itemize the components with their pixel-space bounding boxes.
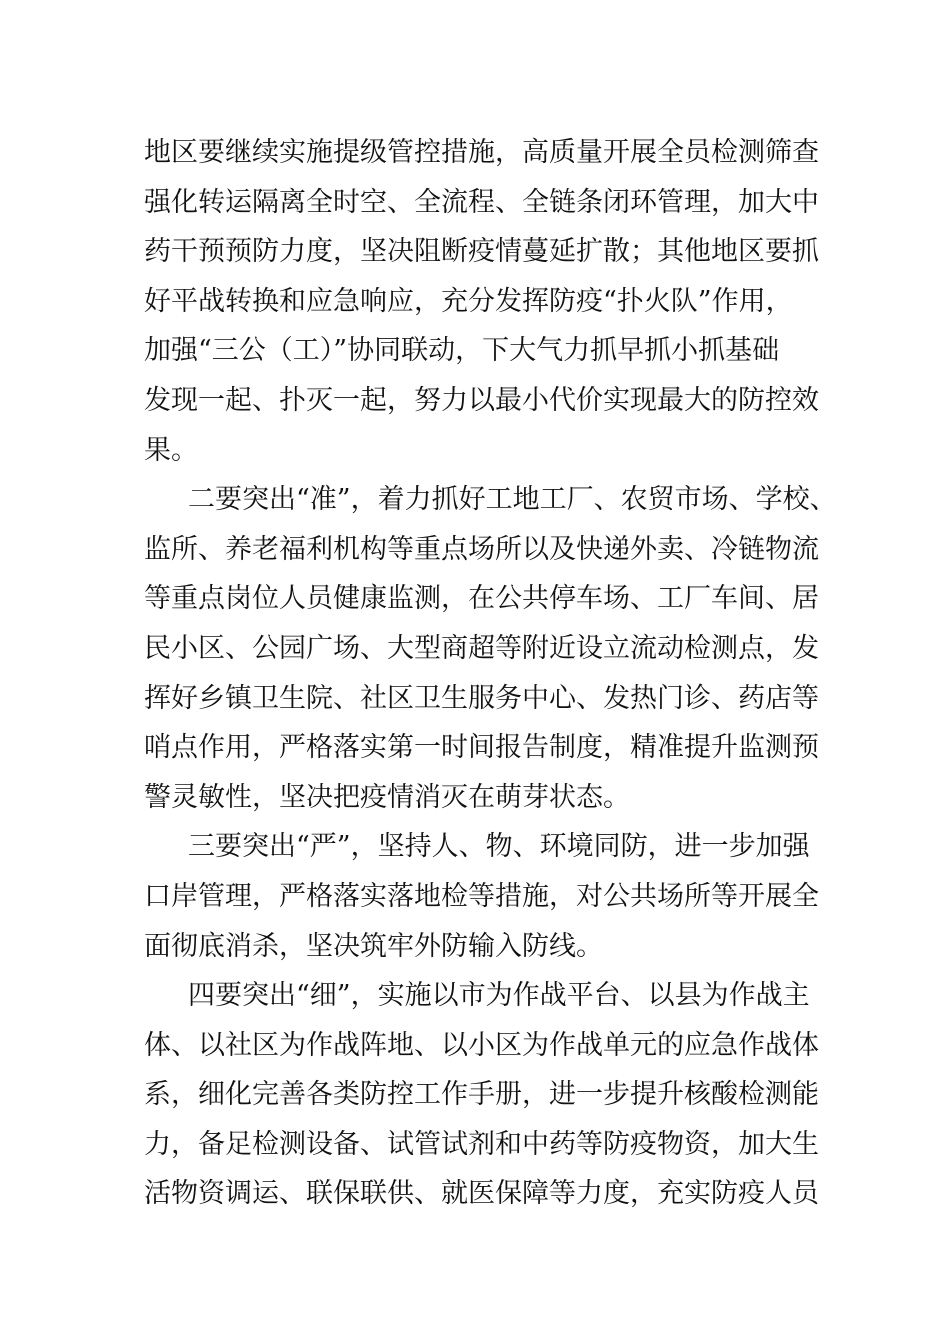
text-line: 系，细化完善各类防控工作手册，进一步提升核酸检测能 (144, 1079, 819, 1111)
text-line: 哨点作用，严格落实第一时间报告制度，精准提升监测预 (144, 732, 819, 764)
text-line: 强化转运隔离全时空、全流程、全链条闭环管理，加大中 (144, 186, 819, 218)
text-line: 民小区、公园广场、大型商超等附近设立流动检测点，发 (144, 632, 819, 664)
text-line: 体、以社区为作战阵地、以小区为作战单元的应急作战体 (144, 1029, 819, 1061)
text-line: 地区要继续实施提级管控措施，高质量开展全员检测筛查 (144, 137, 819, 168)
text-line: 等重点岗位人员健康监测，在公共停车场、工厂车间、居 (144, 583, 819, 615)
paragraph-start-line: 三要突出“严”，坚持人、物、环境同防，进一步加强 (188, 831, 810, 863)
text-line: 好平战转换和应急响应，充分发挥防疫“扑火队”作用， (144, 285, 793, 317)
paragraph-start-line: 二要突出“准”，着力抓好工地工厂、农贸市场、学校、 (188, 484, 837, 516)
text-line: 监所、养老福利机构等重点场所以及快递外卖、冷链物流 (144, 533, 819, 565)
text-line: 挥好乡镇卫生院、社区卫生服务中心、发热门诊、药店等 (144, 682, 819, 714)
paragraph-start-line: 四要突出“细”，实施以市为作战平台、以县为作战主 (188, 980, 810, 1012)
text-line: 发现一起、扑灭一起，努力以最小代价实现最大的防控效 (144, 384, 819, 416)
text-line: 口岸管理，严格落实落地检等措施，对公共场所等开展全 (144, 880, 819, 912)
text-line: 果。 (144, 434, 198, 466)
text-line: 活物资调运、联保联供、就医保障等力度，充实防疫人员 (144, 1178, 819, 1210)
text-line: 力，备足检测设备、试管试剂和中药等防疫物资，加大生 (144, 1128, 819, 1160)
document-body (144, 128, 837, 1219)
text-line: 药干预预防力度，坚决阻断疫情蔓延扩散；其他地区要抓 (144, 236, 819, 268)
text-line: 面彻底消杀，坚决筑牢外防输入防线。 (144, 930, 603, 962)
text-line: 加强“三公（工）”协同联动，下大气力抓早抓小抓基础 (144, 335, 780, 367)
text-line: 警灵敏性，坚决把疫情消灭在萌芽状态。 (144, 781, 630, 813)
